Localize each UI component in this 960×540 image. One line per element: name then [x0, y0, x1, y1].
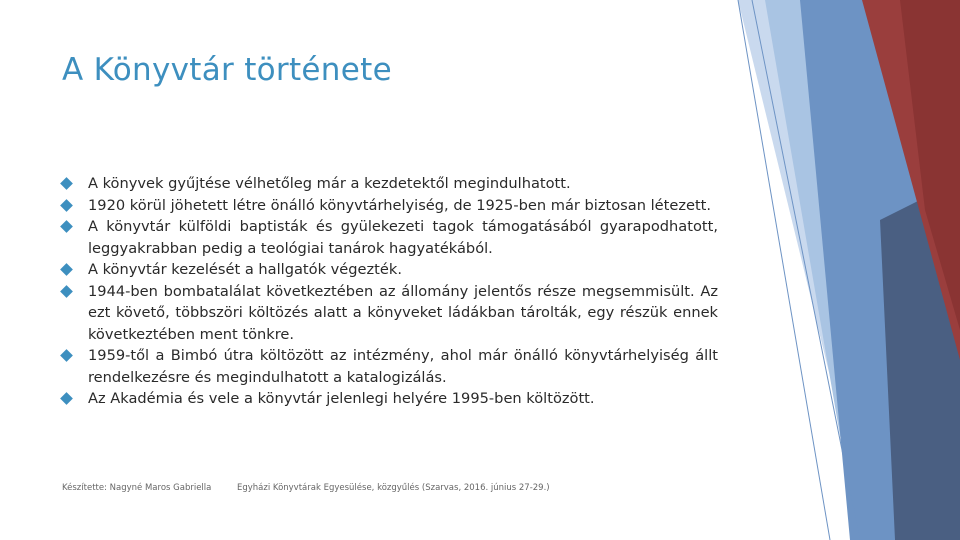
- diamond-bullet-icon: [60, 177, 73, 190]
- footer-author: Készítette: Nagyné Maros Gabriella: [62, 483, 212, 493]
- bullet-text: A könyvek gyűjtése vélhetőleg már a kezdetektől megindulhatott.: [88, 175, 571, 192]
- list-item: [62, 281, 718, 346]
- list-item: [62, 388, 718, 410]
- slide-title: A Könyvtár története: [62, 52, 392, 88]
- bullet-text: 1959-től a Bimbó útra költözött az intézmény, ahol már önálló könyvtárhelyiség állt rendelkezésre és megindulhatott a katalogizálás.: [88, 347, 718, 386]
- diamond-bullet-icon: [60, 220, 73, 233]
- list-item: [62, 173, 718, 195]
- list-item: [62, 259, 718, 281]
- bullet-text: 1920 körül jöhetett létre önálló könyvtárhelyiség, de 1925-ben már biztosan létezett.: [88, 196, 712, 214]
- bullet-list: [62, 173, 718, 410]
- diamond-bullet-icon: [60, 349, 73, 362]
- list-item: [62, 195, 718, 217]
- diamond-bullet-icon: [60, 392, 73, 405]
- bullet-text: A könyvtár külföldi baptisták és gyülekezeti tagok támogatásából gyarapodhatott, leggyakrabban pedig a teológiai tanárok hagyatékából.: [88, 218, 718, 257]
- footer-event: Egyházi Könyvtárak Egyesülése, közgyűlés (Szarvas, 2016. június 27-29.): [237, 483, 550, 493]
- bullet-text: A könyvtár kezelését a hallgatók végezték.: [88, 261, 402, 278]
- diamond-bullet-icon: [60, 263, 73, 276]
- diamond-bullet-icon: [60, 199, 73, 212]
- diamond-bullet-icon: [60, 285, 73, 298]
- bullet-text: 1944-ben bombatalálat következtében az állomány jelentős része megsemmisült. Az ezt követő, többszöri költözés alatt a könyveket ládákban tárolták, egy részük ennek következtében ment tönkre.: [88, 282, 718, 343]
- list-item: [62, 345, 718, 388]
- bullet-text: Az Akadémia és vele a könyvtár jelenlegi helyére 1995-ben költözött.: [88, 390, 595, 407]
- list-item: [62, 216, 718, 259]
